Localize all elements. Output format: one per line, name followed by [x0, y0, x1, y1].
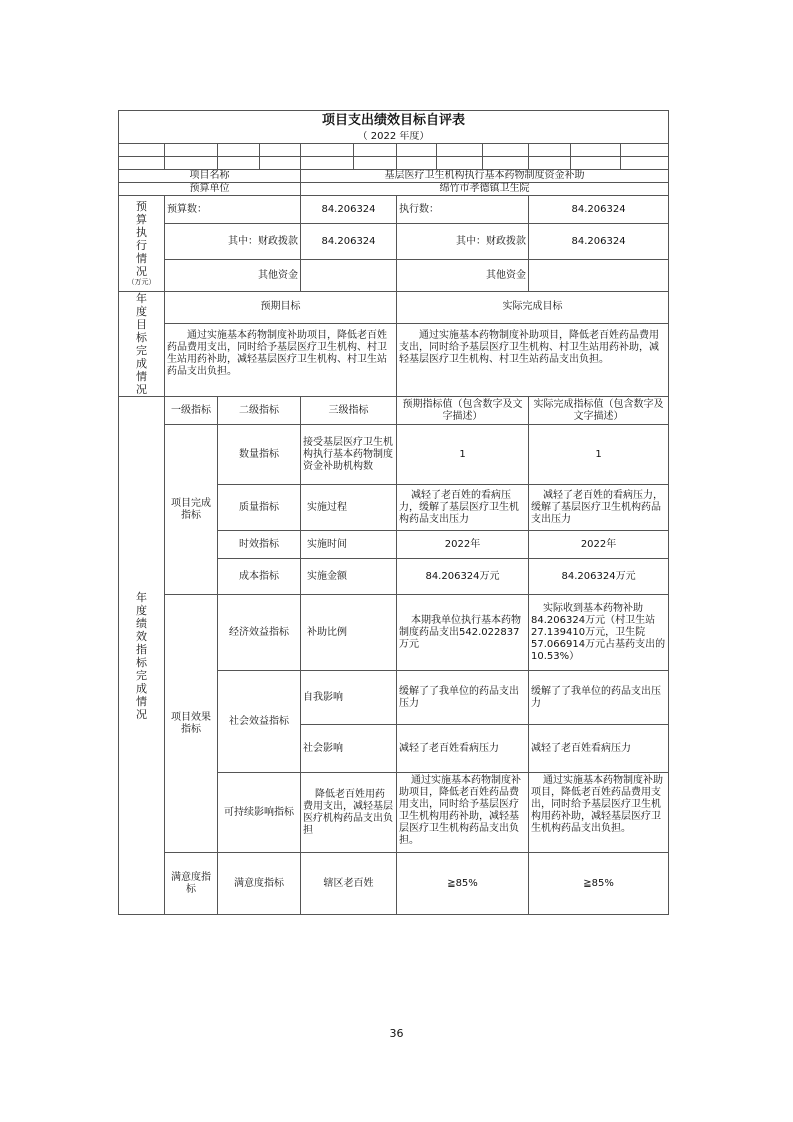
expected-goal-header: 预期目标: [165, 292, 397, 324]
output-actual: 1: [529, 425, 669, 485]
other-funds-budget: [301, 260, 397, 292]
header-level1: 一级指标: [165, 397, 218, 425]
output-actual: 减轻了老百姓的看病压力，缓解了基层医疗卫生机构药品支出压力: [529, 485, 669, 531]
output-actual: 2022年: [529, 531, 669, 559]
fiscal-allocation-label: 其中：财政拨款: [165, 224, 301, 260]
output-l2: 数量指标: [218, 425, 301, 485]
evaluation-table-container: [118, 110, 668, 915]
output-expected: 84.206324万元: [397, 559, 529, 595]
executed-amount-value: 84.206324: [529, 196, 669, 224]
actual-goal-header: 实际完成目标: [397, 292, 669, 324]
satisfaction-expected: ≧85%: [397, 853, 529, 915]
output-l3: 实施金额: [301, 559, 397, 595]
actual-goal-text: 通过实施基本药物制度补助项目，降低老百姓药品费用支出，同时给予基层医疗卫生机构、村卫生站用药补助，减轻基层医疗卫生机构、村卫生站药品支出负担。: [397, 323, 669, 397]
sustain-actual: 通过实施基本药物制度补助项目，降低老百姓药品费用支出，同时给予基层医疗卫生机构用药补助，减轻基层医疗卫生机构药品支出负担。: [529, 773, 669, 853]
project-name-value: 基层医疗卫生机构执行基本药物制度资金补助: [301, 170, 669, 183]
social-l2: 社会效益指标: [218, 671, 301, 773]
sustain-l2: 可持续影响指标: [218, 773, 301, 853]
social-actual: 缓解了了我单位的药品支出压力: [529, 671, 669, 725]
satisfaction-l2: 满意度指标: [218, 853, 301, 915]
fiscal-allocation-exec-label: 其中：财政拨款: [397, 224, 529, 260]
page-number: 36: [389, 1027, 404, 1040]
header-level3: 三级指标: [301, 397, 397, 425]
page-title: 项目支出绩效目标自评表: [119, 111, 669, 132]
social-l3: 自我影响: [301, 671, 397, 725]
page-subtitle: （ 2022 年度）: [119, 131, 669, 144]
annual-goal-section-text: 年度目标完成情况: [136, 292, 147, 396]
other-funds-exec: [529, 260, 669, 292]
output-indicator-label: 项目完成指标: [165, 425, 218, 595]
social-actual: 减轻了老百姓看病压力: [529, 725, 669, 773]
output-expected: 1: [397, 425, 529, 485]
output-l2: 成本指标: [218, 559, 301, 595]
effect-indicator-label: 项目效果指标: [165, 595, 218, 853]
expected-goal-text: 通过实施基本药物制度补助项目，降低老百姓药品费用支出，同时给予基层医疗卫生机构、村卫生站用药补助，减轻基层医疗卫生机构、村卫生站药品支出负担。: [165, 323, 397, 397]
output-l3: 实施时间: [301, 531, 397, 559]
sustain-l3: 降低老百姓用药费用支出，减轻基层医疗机构药品支出负担: [301, 773, 397, 853]
header-actual-value: 实际完成指标值（包含数字及文字描述）: [529, 397, 669, 425]
social-l3: 社会影响: [301, 725, 397, 773]
satisfaction-l3: 辖区老百姓: [301, 853, 397, 915]
project-name-label: 项目名称: [119, 170, 301, 183]
fiscal-allocation-exec: 84.206324: [529, 224, 669, 260]
output-l2: 质量指标: [218, 485, 301, 531]
other-funds-label: 其他资金: [165, 260, 301, 292]
econ-actual: 实际收到基本药物补助84.206324万元（村卫生站27.139410万元，卫生院57.066914万元占基药支出的10.53%）: [529, 595, 669, 671]
indicator-section-text: 年度绩效指标完成情况: [136, 590, 147, 721]
output-l3: 实施过程: [301, 485, 397, 531]
budget-section-label: [119, 196, 165, 292]
budget-section-text: 预算执行情况: [136, 200, 147, 278]
econ-l2: 经济效益指标: [218, 595, 301, 671]
budget-unit-value: 绵竹市孝德镇卫生院: [301, 183, 669, 196]
header-expected-value: 预期指标值（包含数字及文字描述）: [397, 397, 529, 425]
budget-unit-label: 预算单位: [119, 183, 301, 196]
output-actual: 84.206324万元: [529, 559, 669, 595]
output-expected: 2022年: [397, 531, 529, 559]
output-l2: 时效指标: [218, 531, 301, 559]
indicator-section-label: [119, 397, 165, 915]
annual-goal-section-label: [119, 292, 165, 397]
performance-evaluation-table: [118, 110, 669, 915]
satisfaction-actual: ≧85%: [529, 853, 669, 915]
fiscal-allocation-budget: 84.206324: [301, 224, 397, 260]
budget-amount-label: 预算数：: [165, 196, 301, 224]
econ-expected: 本期我单位执行基本药物制度药品支出542.022837万元: [397, 595, 529, 671]
econ-l3: 补助比例: [301, 595, 397, 671]
social-expected: 减轻了老百姓看病压力: [397, 725, 529, 773]
sustain-expected: 通过实施基本药物制度补助项目，降低老百姓药品费用支出，同时给予基层医疗卫生机构用药补助，减轻基层医疗卫生机构药品支出负担。: [397, 773, 529, 853]
social-expected: 缓解了了我单位的药品支出压力: [397, 671, 529, 725]
executed-amount-label: 执行数：: [397, 196, 529, 224]
budget-unit-note: （万元）: [127, 278, 156, 286]
output-expected: 减轻了老百姓的看病压力，缓解了基层医疗卫生机构药品支出压力: [397, 485, 529, 531]
other-funds-exec-label: 其他资金: [397, 260, 529, 292]
budget-amount-value: 84.206324: [301, 196, 397, 224]
output-l3: 接受基层医疗卫生机构执行基本药物制度资金补助机构数: [301, 425, 397, 485]
satisfaction-l1: 满意度指标: [165, 853, 218, 915]
header-level2: 二级指标: [218, 397, 301, 425]
